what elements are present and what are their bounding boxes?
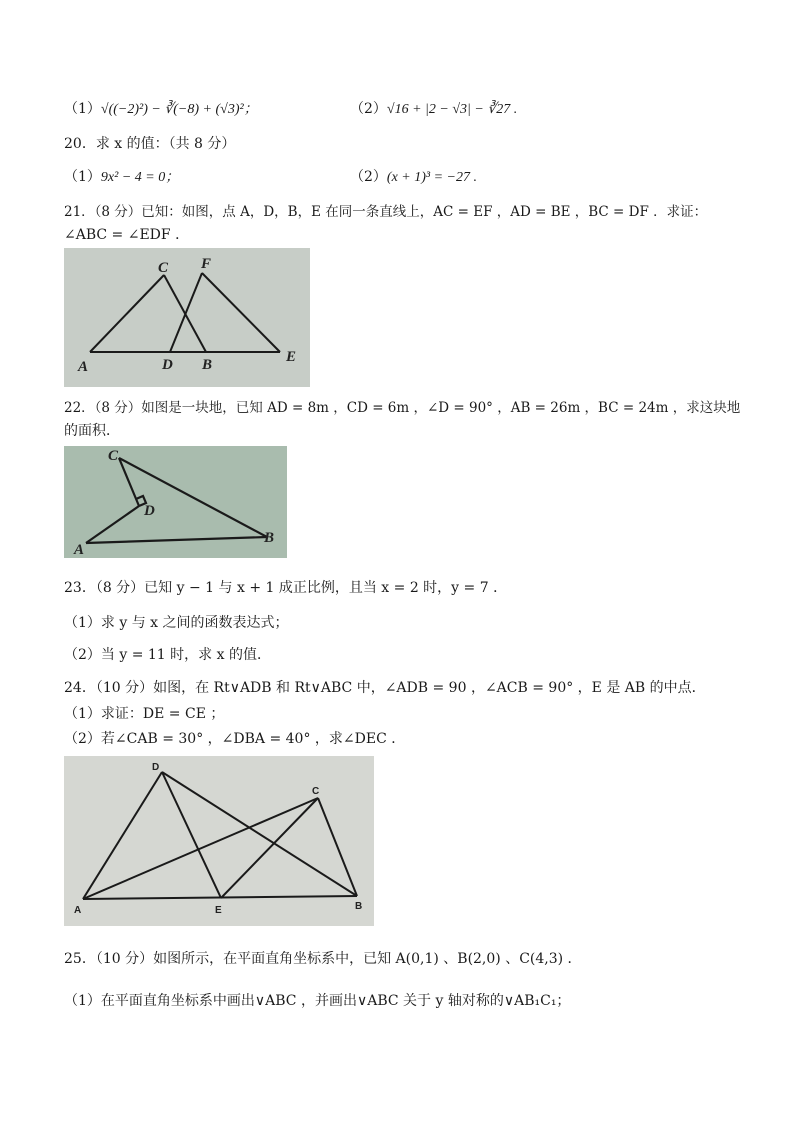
q21-label-A: A bbox=[78, 359, 89, 375]
q20-part2 bbox=[350, 166, 477, 186]
q22-label-A: A bbox=[74, 542, 85, 558]
q20-part1-expression: 9x² − 4 = 0； bbox=[100, 170, 180, 185]
q24-label-C: C bbox=[312, 786, 320, 797]
q19-part1 bbox=[64, 98, 258, 118]
q24-label-A: A bbox=[74, 905, 82, 916]
q21-label-C: C bbox=[158, 260, 169, 276]
q24-label-E: E bbox=[215, 905, 222, 916]
q25-sub1: （1）在平面直角坐标系中画出∨ABC ，并画出∨ABC 关于 y 轴对称的∨AB₁C₁； bbox=[64, 993, 571, 1009]
q22-label-C: C bbox=[108, 448, 119, 464]
q24-figure-svg bbox=[64, 756, 374, 926]
q19-part1-expression: √((−2)²) − ∛(−8) + (√3)²； bbox=[100, 102, 258, 117]
q22-label-D: D bbox=[144, 503, 155, 519]
q20-part1 bbox=[64, 166, 179, 186]
q24-sub1: （1）求证：DE = CE ； bbox=[64, 706, 225, 722]
q22-statement-line2: 的面积． bbox=[64, 423, 120, 439]
q22-figure-svg bbox=[64, 446, 287, 558]
q21-label-E: E bbox=[286, 349, 297, 365]
q23-statement: 23．（8 分）已知 y − 1 与 x + 1 成正比例，且当 x = 2 时，y = 7 ． bbox=[64, 580, 508, 596]
q20-part2-label: （2） bbox=[350, 169, 387, 185]
q20-part1-label: （1） bbox=[64, 169, 101, 185]
q20-part2-expression: (x + 1)³ = −27 . bbox=[386, 170, 477, 185]
q25-statement: 25．（10 分）如图所示，在平面直角坐标系中，已知 A(0,1) 、B(2,0) 、C(4,3) ． bbox=[64, 951, 582, 967]
q21-statement-line1: 21．（8 分）已知：如图，点 A，D，B，E 在同一条直线上，AC = EF ，AD = BE ，BC = DF ．求证： bbox=[64, 204, 708, 220]
q22-figure bbox=[64, 446, 287, 558]
q21-label-B: B bbox=[202, 357, 213, 373]
q24-statement: 24．（10 分）如图，在 Rt∨ADB 和 Rt∨ABC 中，∠ADB = 90 ，∠ACB = 90° ，E 是 AB 的中点． bbox=[64, 680, 706, 696]
q21-figure bbox=[64, 248, 310, 387]
q21-figure-svg bbox=[64, 248, 310, 387]
q22-label-B: B bbox=[264, 530, 275, 546]
q19-part2-expression: √16 + |2 − √3| − ∛27 . bbox=[386, 102, 518, 117]
q23-sub1: （1）求 y 与 x 之间的函数表达式； bbox=[64, 615, 289, 631]
q21-label-D: D bbox=[162, 357, 173, 373]
q21-statement-line2: ∠ABC = ∠EDF ． bbox=[64, 227, 190, 243]
q19-part1-label: （1） bbox=[64, 101, 101, 117]
q19-part2 bbox=[350, 98, 517, 118]
q23-sub2: （2）当 y = 11 时，求 x 的值． bbox=[64, 647, 271, 663]
q19-part2-label: （2） bbox=[350, 101, 387, 117]
q24-figure bbox=[64, 756, 374, 926]
q24-label-D: D bbox=[152, 762, 160, 773]
q20-title: 20．求 x 的值：（共 8 分） bbox=[64, 136, 236, 152]
q24-sub2: （2）若∠CAB = 30° ，∠DBA = 40° ，求∠DEC ． bbox=[64, 731, 406, 747]
q21-label-F: F bbox=[201, 256, 212, 272]
q24-label-B: B bbox=[355, 901, 363, 912]
q22-statement-line1: 22．（8 分）如图是一块地，已知 AD = 8m ，CD = 6m ，∠D = 90° ，AB = 26m ，BC = 24m ，求这块地 bbox=[64, 400, 741, 416]
